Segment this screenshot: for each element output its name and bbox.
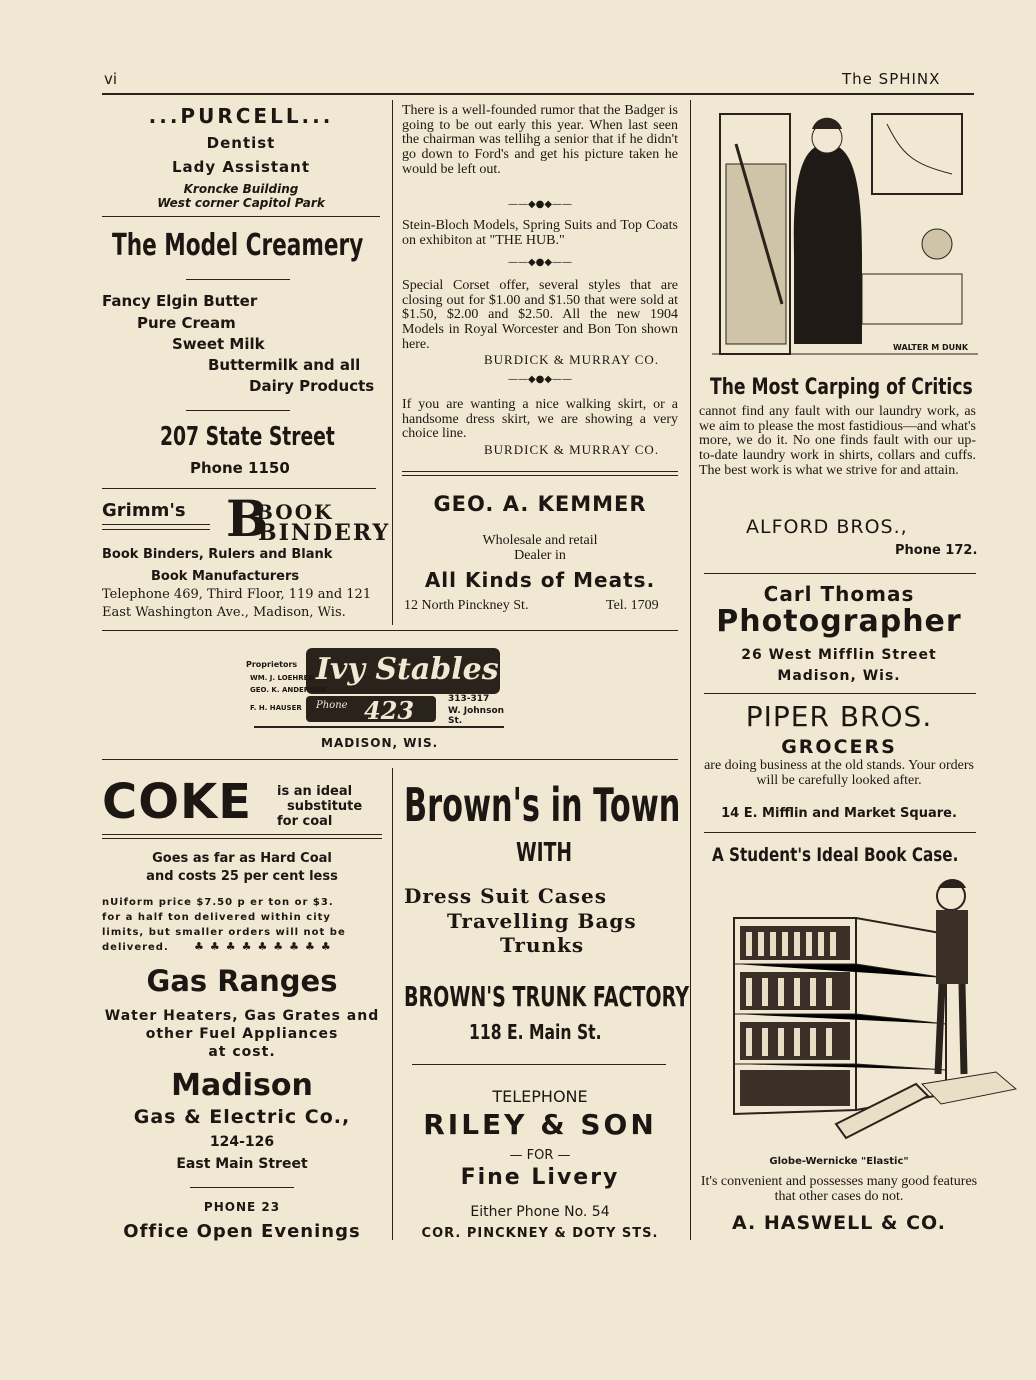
- coke-ranges: Gas Ranges: [146, 964, 338, 998]
- divider: [190, 1187, 294, 1188]
- purcell-location: West corner Capitol Park: [157, 196, 325, 210]
- coke-tag: substitute: [287, 799, 363, 814]
- coke-phone: PHONE 23: [203, 1200, 281, 1214]
- divider: [704, 573, 976, 574]
- ornament: ——◆●◆——: [507, 374, 573, 385]
- purcell-assistant: Lady Assistant: [171, 158, 311, 176]
- notice-signature: BURDICK & MURRAY CO.: [484, 352, 660, 367]
- stables-name: Ivy Stables: [316, 652, 499, 687]
- column-rule: [392, 100, 393, 625]
- grimm-line: East Washington Ave., Madison, Wis.: [102, 605, 346, 620]
- browns-title: Brown's in Town: [404, 778, 681, 832]
- coke-line: limits, but smaller orders will not be: [102, 927, 346, 938]
- piper-sub: GROCERS: [781, 736, 897, 758]
- browns-item: Travelling Bags: [447, 909, 637, 933]
- creamery-item: Buttermilk and all: [208, 356, 361, 374]
- divider: [402, 471, 678, 472]
- browns-item: Trunks: [500, 933, 585, 957]
- laundry-title: The Most Carping of Critics: [710, 375, 973, 400]
- piper-address: 14 E. Mifflin and Market Square.: [721, 806, 957, 821]
- divider: [186, 279, 290, 280]
- laundry-firm: ALFORD BROS.,: [746, 516, 908, 538]
- ornament: ——◆●◆——: [507, 257, 573, 268]
- coke-line: for a half ton delivered within city: [102, 912, 331, 923]
- divider: [704, 832, 976, 833]
- piper-name: PIPER BROS.: [745, 700, 933, 733]
- divider: [412, 1064, 666, 1065]
- riley-name: RILEY & SON: [423, 1108, 657, 1141]
- kemmer-line: Dealer in: [514, 548, 566, 563]
- grimm-initial: B: [226, 489, 269, 548]
- coke-company: East Main Street: [176, 1156, 308, 1172]
- column-rule: [690, 100, 691, 1240]
- creamery-phone: Phone 1150: [190, 459, 290, 477]
- piper-body: are doing business at the old stands. Your orders will be carefully looked after.: [704, 758, 974, 788]
- creamery-title: The Model Creamery: [112, 228, 364, 263]
- browns-address: 118 E. Main St.: [469, 1020, 602, 1044]
- bookcase-firm: A. HASWELL & CO.: [731, 1212, 947, 1234]
- column-rule: [392, 768, 393, 1240]
- divider: [402, 475, 678, 476]
- creamery-item: Sweet Milk: [172, 335, 265, 353]
- coke-hours: Office Open Evenings: [123, 1221, 361, 1242]
- divider: [102, 759, 678, 760]
- kemmer-address: 12 North Pinckney St.: [404, 598, 529, 613]
- notice-corset: Special Corset offer, several styles that are closing out for $1.00 and $1.50 that were sold at $1.50, $2.00 and $2.50. All the new 1904 Models in Royal Worcester and Bon Ton shown here.: [402, 278, 678, 352]
- divider: [186, 410, 290, 411]
- stables-owner: WM. J. LOEHRER: [250, 674, 314, 682]
- divider: [102, 838, 382, 839]
- coke-title: COKE: [102, 774, 253, 830]
- bookcase-illustration: [706, 874, 1024, 1152]
- coke-line: Goes as far as Hard Coal: [152, 851, 332, 866]
- kemmer-name: GEO. A. KEMMER: [433, 492, 647, 516]
- purcell-ad: [102, 104, 380, 210]
- browns-with: WITH: [516, 838, 573, 868]
- thomas-city: Madison, Wis.: [777, 668, 901, 684]
- coke-ranges-line: other Fuel Appliances: [145, 1026, 339, 1042]
- notice-signature: BURDICK & MURRAY CO.: [484, 442, 660, 457]
- bookcase-title: A Student's Ideal Book Case.: [712, 844, 959, 866]
- coke-ranges-line: at cost.: [208, 1044, 276, 1060]
- stables-city: MADISON, WIS.: [321, 736, 439, 750]
- divider: [102, 529, 210, 530]
- header-rule: [102, 93, 974, 95]
- divider: [704, 693, 976, 694]
- coke-company: Gas & Electric Co.,: [133, 1106, 351, 1128]
- laundry-illustration: [712, 104, 978, 366]
- coke-line: and costs 25 per cent less: [146, 869, 338, 884]
- stables-address: W. Johnson St.: [448, 706, 505, 726]
- kemmer-headline: All Kinds of Meats.: [424, 568, 656, 592]
- stables-phone: 423: [364, 696, 415, 725]
- grimm-line: Telephone 469, Third Floor, 119 and 121: [102, 587, 372, 602]
- kemmer-line: Wholesale and retail: [482, 533, 598, 548]
- laundry-phone: Phone 172.: [895, 543, 978, 558]
- notice-stein: Stein-Bloch Models, Spring Suits and Top Coats on exhibiton at "THE HUB.": [402, 218, 678, 248]
- page-number: vi: [104, 70, 118, 88]
- notice-rumor: There is a well-founded rumor that the Badger is going to be out early this year. When last seen the chairman was tellihg a senior that if he didn't go down to Ford's and get his picture taken he would be left out.: [402, 103, 678, 177]
- stables-logo: [244, 646, 516, 740]
- stables-owner: F. H. HAUSER: [250, 704, 302, 712]
- browns-factory: BROWN'S TRUNK FACTORY: [404, 980, 690, 1013]
- stables-address: 313-317: [448, 694, 490, 704]
- purcell-building: Kroncke Building: [183, 182, 299, 196]
- riley-for: — FOR —: [509, 1148, 571, 1163]
- coke-line: nUiform price $7.50 p er ton or $3.: [102, 897, 334, 908]
- browns-item: Dress Suit Cases: [404, 884, 607, 908]
- kemmer-tel: Tel. 1709: [606, 598, 659, 613]
- creamery-item: Pure Cream: [137, 314, 236, 332]
- divider: [254, 726, 504, 728]
- divider: [102, 216, 380, 217]
- grimm-book: BOOK: [256, 500, 334, 524]
- running-title: The SPHINX: [842, 70, 941, 88]
- purcell-profession: Dentist: [206, 134, 276, 152]
- creamery-item: Dairy Products: [249, 377, 375, 395]
- laundry-body: cannot find any fault with our laundry work, as we aim to please the most fastidious—and what's more, we do it. No one finds fault with our up-to-date laundry work in shirts, collars and cuffs. The best work is what we strive for and attain.: [699, 404, 976, 478]
- coke-company: Madison: [171, 1068, 313, 1103]
- creamery-address: 207 State Street: [160, 422, 335, 452]
- coke-ornament: ♣♣♣♣♣♣♣♣♣: [194, 940, 337, 953]
- coke-tag: is an ideal: [277, 784, 353, 799]
- coke-ranges-line: Water Heaters, Gas Grates and: [104, 1008, 380, 1024]
- thomas-name: Carl Thomas: [763, 582, 915, 606]
- ornament: ——◆●◆——: [507, 199, 573, 210]
- divider: [102, 834, 382, 835]
- purcell-name: ...PURCELL...: [148, 104, 334, 128]
- illustration-signature: WALTER M DUNK: [893, 343, 969, 352]
- riley-telephone: TELEPHONE: [492, 1087, 588, 1106]
- bookcase-caption: Globe-Wernicke "Elastic": [769, 1156, 909, 1167]
- riley-corner: COR. PINCKNEY & DOTY STS.: [421, 1226, 659, 1241]
- thomas-address: 26 West Mifflin Street: [741, 647, 937, 663]
- grimm-line: Book Manufacturers: [151, 569, 300, 584]
- grimm-line: Book Binders, Rulers and Blank: [102, 547, 333, 562]
- divider: [102, 630, 678, 631]
- thomas-title: Photographer: [716, 604, 962, 639]
- grimm-name: Grimm's: [102, 500, 186, 521]
- stables-phone-label: Phone: [316, 700, 348, 711]
- bookcase-body: It's convenient and possesses many good features that other cases do not.: [700, 1174, 978, 1204]
- coke-tag: for coal: [277, 814, 333, 829]
- stables-proprietors-label: Proprietors: [246, 660, 298, 669]
- grimm-bindery: BINDERY: [258, 520, 391, 546]
- creamery-item: Fancy Elgin Butter: [102, 292, 258, 310]
- coke-line: delivered.: [102, 942, 169, 953]
- coke-company: 124-126: [209, 1134, 275, 1150]
- divider: [102, 524, 210, 525]
- stables-owner: GEO. K. ANDERSON: [250, 686, 327, 694]
- riley-service: Fine Livery: [460, 1165, 620, 1190]
- notice-skirt: If you are wanting a nice walking skirt, or a handsome dress skirt, we are showing a very choice line.: [402, 397, 678, 442]
- riley-phone: Either Phone No. 54: [470, 1204, 610, 1220]
